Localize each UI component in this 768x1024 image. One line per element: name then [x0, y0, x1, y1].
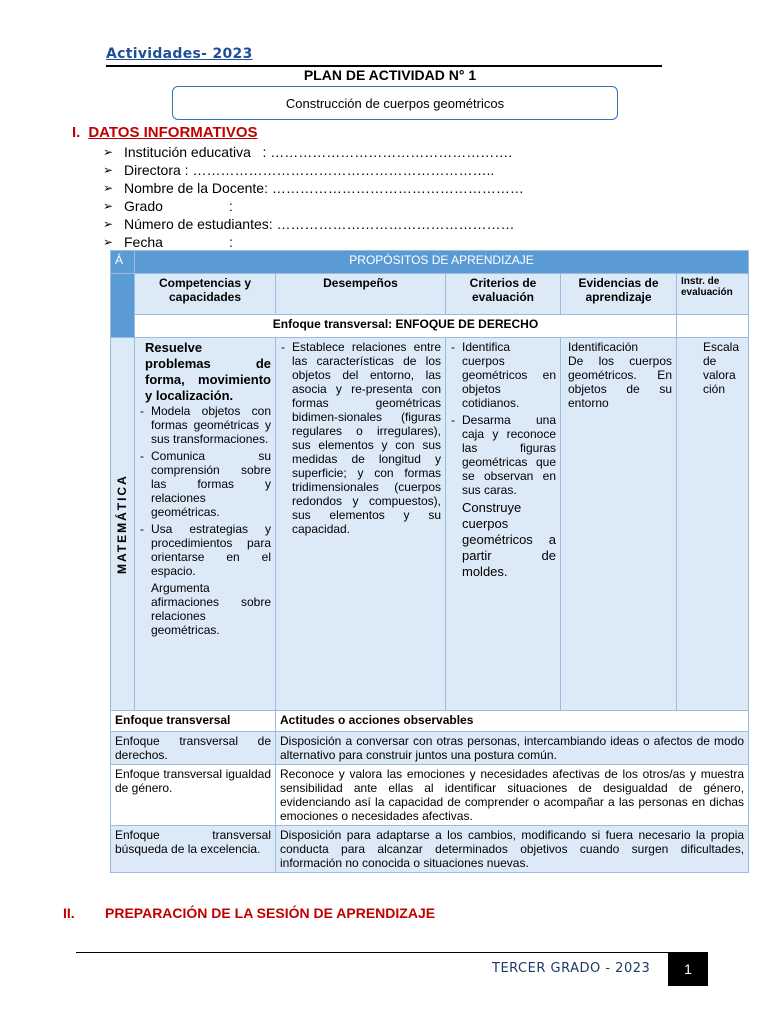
table-title-row [111, 251, 749, 274]
list-item: - Desarma una caja y reconoce las figuras geométricas que se observan en sus caras. [450, 413, 556, 497]
instrumento-cell [677, 338, 749, 711]
info-item [103, 197, 524, 215]
footer-text: TERCER GRADO - 2023 [492, 961, 651, 976]
info-value: : [162, 198, 233, 214]
attitude-text: Disposición para adaptarse a los cambios, modificando si fuera necesario la propia conducta para alcanzar determinados objetivos cuando surgen dificultades, información no conocida o situaciones nuevas. [276, 826, 749, 873]
criterios-list [450, 340, 556, 497]
plan-title: PLAN DE ACTIVIDAD N° 1 [303, 67, 477, 83]
column-header-row [111, 274, 749, 315]
area-cell [111, 338, 135, 711]
info-list [103, 143, 524, 251]
info-label: Fecha [124, 234, 163, 250]
instrumento-text: Escala de valora ción [703, 340, 740, 396]
criterio-extra: Construye cuerpos geométricos a partir de moldes. [462, 500, 556, 579]
capacidades-list [139, 404, 271, 578]
desempenos-list [280, 340, 441, 536]
page-number-text: 1 [684, 961, 692, 977]
capacidad-extra: Argumenta afirmaciones sobre relaciones geométricas. [151, 581, 271, 637]
attitude-enfoque: Enfoque transversal búsqueda de la excelencia. [111, 826, 276, 873]
desempenos-cell [276, 338, 446, 711]
topic-box [172, 86, 618, 120]
info-value: : ……………………………………………………….. [180, 162, 495, 178]
info-value: : [162, 234, 233, 250]
enfoque-empty-cell [677, 315, 749, 338]
info-label: Grado [124, 198, 163, 214]
attitudes-header-row [111, 711, 749, 732]
header-competencias: Competencias y capacidades [135, 274, 276, 315]
topic-text: Construcción de cuerpos geométricos [285, 95, 505, 111]
header-desempenos: Desempeños [276, 274, 446, 315]
competencias-cell [135, 338, 276, 711]
list-item: - Identifica cuerpos geométricos en objetos cotidianos. [450, 340, 556, 410]
info-item [103, 179, 524, 197]
section-2-title: PREPARACIÓN DE LA SESIÓN DE APRENDIZAJE [105, 905, 436, 921]
enfoque-row [111, 315, 749, 338]
section-1-title: DATOS INFORMATIVOS [88, 124, 258, 141]
area-spacer-cell [111, 274, 135, 338]
attitude-enfoque: Enfoque transversal de derechos. [111, 732, 276, 765]
footer-rule [76, 952, 684, 953]
section-2-number: II. [63, 905, 75, 921]
content-row [111, 338, 749, 711]
list-item: - Usa estrategias y procedimientos para orientarse en el espacio. [139, 522, 271, 578]
info-item [103, 161, 524, 179]
table-row [111, 826, 749, 873]
evidencia-text: De los cuerpos geométricos. En objetos de su entorno [568, 354, 672, 410]
section-2-heading [63, 905, 435, 921]
header-actitudes: Actitudes o acciones observables [276, 711, 749, 732]
criterios-cell [446, 338, 561, 711]
attitude-text: Reconoce y valora las emociones y necesidades afectivas de los otros/as y muestra sensibilidad ante ellas al identificar situaciones de desigualdad de género, evidenciando así la capacidad de comprender o acompañar a las personas en dichas emociones o necesidades afectivas. [276, 765, 749, 826]
evidencias-cell [561, 338, 677, 711]
arrow-bullet-icon: ➢ [103, 217, 114, 231]
table-row [111, 765, 749, 826]
arrow-bullet-icon: ➢ [103, 145, 114, 159]
list-item: - Modela objetos con formas geométricas y sus transformaciones. [139, 404, 271, 446]
header-instrumento: Instr. de evaluación [677, 274, 749, 315]
purposes-table [110, 250, 749, 873]
page-number [668, 952, 708, 986]
enfoque-cell: Enfoque transversal: ENFOQUE DE DERECHO [135, 315, 677, 338]
arrow-bullet-icon: ➢ [103, 199, 114, 213]
competencia-title: Resuelve problemas de forma, movimiento y localización. [145, 340, 271, 403]
header-evidencias: Evidencias de aprendizaje [561, 274, 677, 315]
attitude-enfoque: Enfoque transversal igualdad de género. [111, 765, 276, 826]
info-value: : ……………………………………………… [264, 180, 524, 196]
info-item [103, 143, 524, 161]
arrow-bullet-icon: ➢ [103, 235, 114, 249]
info-label: Número de estudiantes [124, 216, 269, 232]
info-item [103, 233, 524, 251]
table-title: PROPÓSITOS DE APRENDIZAJE [135, 251, 749, 274]
info-value: : …………………………………………… [268, 216, 515, 232]
info-item [103, 215, 524, 233]
table-row [111, 732, 749, 765]
header-enfoque: Enfoque transversal [111, 711, 276, 732]
evidencia-title: Identificación [568, 340, 639, 354]
info-value: : ……………………………………………. [250, 144, 513, 160]
section-1-heading [72, 124, 258, 141]
list-item: - Establece relaciones entre las características de los objetos del entorno, las asocia y re-presenta con formas geométricas bidimen-sionales (figuras regulares o irregulares), sus elementos y con sus medidas de longitud y superficie; y con formas tridimensionales (cuerpos redondos y compuestos), sus elementos y su capacidad. [280, 340, 441, 536]
arrow-bullet-icon: ➢ [103, 163, 114, 177]
info-label: Institución educativa [124, 144, 251, 160]
activities-heading: Actividades- 2023 [106, 46, 253, 62]
info-label: Directora [124, 162, 181, 178]
attitude-text: Disposición a conversar con otras personas, intercambiando ideas o afectos de modo alternativo para construir juntos una postura común. [276, 732, 749, 765]
arrow-bullet-icon: ➢ [103, 181, 114, 195]
area-letter-cell: Á [111, 251, 135, 274]
info-label: Nombre de la Docente [124, 180, 265, 196]
area-label: MATEMÁTICA [115, 474, 129, 574]
list-item: - Comunica su comprensión sobre las formas y relaciones geométricas. [139, 449, 271, 519]
section-1-number: I. [72, 124, 81, 141]
header-criterios: Criterios de evaluación [446, 274, 561, 315]
